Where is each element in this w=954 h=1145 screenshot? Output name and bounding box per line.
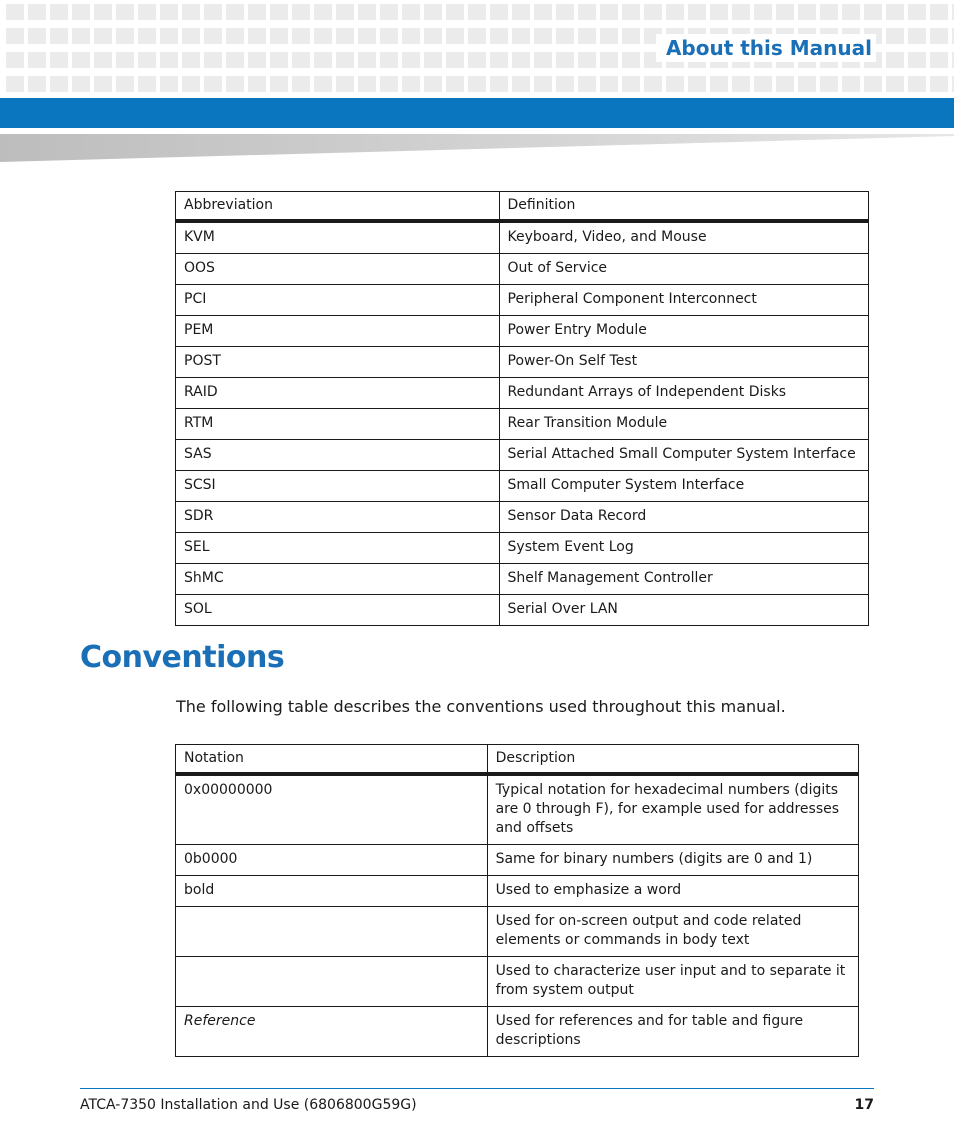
header-pattern-tile — [248, 76, 266, 92]
definition-cell: Serial Attached Small Computer System Interface — [499, 440, 868, 471]
abbreviation-table-container — [175, 191, 869, 626]
header-pattern-tile — [138, 76, 156, 92]
header-pattern-tile — [94, 28, 112, 44]
header-pattern-tile — [204, 76, 222, 92]
description-cell: Used for on-screen output and code related elements or commands in body text — [487, 907, 858, 957]
header-pattern-tile — [468, 4, 486, 20]
header-pattern-tile — [754, 4, 772, 20]
table-header-row — [176, 745, 859, 775]
header-pattern-tile — [842, 76, 860, 92]
header-pattern-tile — [908, 76, 926, 92]
header-pattern-tile — [248, 4, 266, 20]
header-pattern-tile — [446, 52, 464, 68]
header-pattern-tile — [116, 76, 134, 92]
header-pattern-tile — [886, 76, 904, 92]
header-pattern-tile — [424, 76, 442, 92]
header-gray-wedge — [0, 128, 954, 164]
definition-cell: Small Computer System Interface — [499, 471, 868, 502]
header-pattern-tile — [776, 4, 794, 20]
abbreviation-cell: OOS — [176, 254, 500, 285]
header-blue-bar — [0, 98, 954, 128]
header-pattern-tile — [908, 4, 926, 20]
header-pattern-tile — [50, 52, 68, 68]
header-pattern-tile — [226, 28, 244, 44]
header-pattern-tile — [930, 76, 948, 92]
header-pattern-tile — [50, 76, 68, 92]
header-pattern-tile — [314, 4, 332, 20]
header-pattern-tile — [776, 76, 794, 92]
header-pattern-tile — [50, 4, 68, 20]
header-pattern-tile — [842, 4, 860, 20]
definition-cell: Peripheral Component Interconnect — [499, 285, 868, 316]
header-pattern-tile — [358, 52, 376, 68]
header-pattern-tile — [578, 4, 596, 20]
header-pattern-tile — [314, 76, 332, 92]
definition-cell: Serial Over LAN — [499, 595, 868, 626]
description-cell: Used for references and for table and figure descriptions — [487, 1007, 858, 1057]
table-row — [176, 774, 859, 845]
description-cell: Used to characterize user input and to separate it from system output — [487, 957, 858, 1007]
header-pattern-tile — [556, 4, 574, 20]
header-pattern-tile — [710, 76, 728, 92]
abbreviation-cell: PEM — [176, 316, 500, 347]
header-pattern-tile — [380, 52, 398, 68]
header-pattern-tile — [182, 28, 200, 44]
header-pattern-tile — [138, 28, 156, 44]
header-pattern-tile — [6, 28, 24, 44]
column-header-description: Description — [487, 745, 858, 775]
header-pattern-tile — [314, 28, 332, 44]
definition-cell: System Event Log — [499, 533, 868, 564]
table-row — [176, 316, 869, 347]
conventions-table — [175, 744, 859, 1057]
header-pattern-tile — [424, 4, 442, 20]
definition-cell: Shelf Management Controller — [499, 564, 868, 595]
table-row — [176, 471, 869, 502]
table-row — [176, 876, 859, 907]
header-pattern-tile — [72, 28, 90, 44]
header-pattern-tile — [490, 28, 508, 44]
notation-cell — [176, 957, 488, 1007]
header-pattern-tile — [336, 4, 354, 20]
header-pattern-tile — [270, 28, 288, 44]
table-row — [176, 440, 869, 471]
header-pattern-tile — [160, 76, 178, 92]
description-cell: Used to emphasize a word — [487, 876, 858, 907]
table-row — [176, 957, 859, 1007]
header-pattern-tile — [534, 28, 552, 44]
table-row — [176, 564, 869, 595]
header-pattern-tile — [886, 4, 904, 20]
header-pattern-tile — [600, 76, 618, 92]
abbreviation-cell: RAID — [176, 378, 500, 409]
table-row — [176, 221, 869, 254]
header-pattern-tile — [468, 76, 486, 92]
header-pattern-tile — [94, 4, 112, 20]
header-pattern-tile — [28, 28, 46, 44]
header-pattern-tile — [886, 28, 904, 44]
conventions-table-container — [175, 744, 859, 1057]
header-pattern-tile — [28, 76, 46, 92]
header-pattern-tile — [358, 4, 376, 20]
header-pattern-tile — [292, 28, 310, 44]
table-row — [176, 845, 859, 876]
header-pattern-tile — [138, 4, 156, 20]
definition-cell: Out of Service — [499, 254, 868, 285]
footer-page-number: 17 — [854, 1097, 874, 1113]
header-pattern-tile — [270, 76, 288, 92]
column-header-notation: Notation — [176, 745, 488, 775]
notation-cell: 0x00000000 — [176, 774, 488, 845]
header-pattern-tile — [72, 52, 90, 68]
header-pattern-tile — [798, 4, 816, 20]
header-pattern-tile — [490, 52, 508, 68]
table-row — [176, 533, 869, 564]
header-pattern-tile — [864, 4, 882, 20]
header-pattern-tile — [6, 4, 24, 20]
header-pattern-tile — [886, 52, 904, 68]
header-pattern-tile — [72, 76, 90, 92]
column-header-definition: Definition — [499, 192, 868, 222]
header-pattern-tile — [402, 28, 420, 44]
definition-cell: Sensor Data Record — [499, 502, 868, 533]
footer-document-title: ATCA-7350 Installation and Use (6806800G59G) — [80, 1097, 417, 1113]
header-pattern-tile — [226, 76, 244, 92]
header-pattern-tile — [534, 76, 552, 92]
header-pattern-tile — [578, 28, 596, 44]
header-pattern-tile — [820, 4, 838, 20]
abbreviation-cell: RTM — [176, 409, 500, 440]
header-pattern-tile — [908, 28, 926, 44]
header-pattern-tile — [28, 4, 46, 20]
header-pattern-tile — [380, 28, 398, 44]
definition-cell: Redundant Arrays of Independent Disks — [499, 378, 868, 409]
header-pattern-tile — [512, 4, 530, 20]
header-pattern-tile — [622, 76, 640, 92]
header-pattern-tile — [248, 28, 266, 44]
header-pattern-tile — [182, 4, 200, 20]
header-pattern-tile — [556, 76, 574, 92]
header-pattern-tile — [292, 52, 310, 68]
header-pattern-tile — [380, 76, 398, 92]
header-pattern-tile — [204, 28, 222, 44]
abbreviation-cell: SEL — [176, 533, 500, 564]
header-pattern-tile — [116, 52, 134, 68]
definition-cell: Rear Transition Module — [499, 409, 868, 440]
abbreviation-cell: KVM — [176, 221, 500, 254]
header-pattern-tile — [446, 4, 464, 20]
table-row — [176, 347, 869, 378]
header-pattern-tile — [644, 4, 662, 20]
header-pattern-tile — [424, 28, 442, 44]
header-pattern-tile — [732, 4, 750, 20]
header-pattern-tile — [622, 28, 640, 44]
header-pattern-tile — [468, 28, 486, 44]
header-pattern-tile — [908, 52, 926, 68]
header-pattern-tile — [50, 28, 68, 44]
header-pattern-tile — [226, 52, 244, 68]
header-pattern-tile — [644, 76, 662, 92]
header-pattern-tile — [534, 4, 552, 20]
table-row — [176, 595, 869, 626]
description-cell: Typical notation for hexadecimal numbers (digits are 0 through F), for example used for addresses and offsets — [487, 774, 858, 845]
definition-cell: Keyboard, Video, and Mouse — [499, 221, 868, 254]
header-pattern-tile — [600, 4, 618, 20]
header-pattern-tile — [534, 52, 552, 68]
header-pattern-tile — [160, 28, 178, 44]
table-row — [176, 254, 869, 285]
header-pattern-tile — [116, 28, 134, 44]
header-pattern-tile — [204, 52, 222, 68]
header-pattern-tile — [512, 52, 530, 68]
header-pattern-tile — [6, 76, 24, 92]
header-pattern-tile — [292, 4, 310, 20]
header-pattern-tile — [512, 28, 530, 44]
header-pattern-tile — [336, 28, 354, 44]
notation-cell: 0b0000 — [176, 845, 488, 876]
table-row — [176, 1007, 859, 1057]
header-pattern-tile — [446, 28, 464, 44]
header-pattern-tile — [402, 4, 420, 20]
header-pattern-tile — [358, 28, 376, 44]
header-pattern-tile — [666, 76, 684, 92]
header-pattern-tile — [402, 76, 420, 92]
table-row — [176, 285, 869, 316]
abbreviation-cell: PCI — [176, 285, 500, 316]
definition-cell: Power-On Self Test — [499, 347, 868, 378]
header-pattern-tile — [578, 52, 596, 68]
abbreviation-cell: SCSI — [176, 471, 500, 502]
header-pattern-tile — [600, 52, 618, 68]
header-pattern-tile — [138, 52, 156, 68]
table-row — [176, 378, 869, 409]
header-pattern-tile — [490, 4, 508, 20]
header-pattern-tile — [556, 52, 574, 68]
header-pattern-tile — [314, 52, 332, 68]
column-header-abbreviation: Abbreviation — [176, 192, 500, 222]
header-pattern-tile — [270, 4, 288, 20]
abbreviation-cell: SDR — [176, 502, 500, 533]
header-pattern-tile — [358, 76, 376, 92]
header-pattern-tile — [182, 52, 200, 68]
conventions-intro: The following table describes the conventions used throughout this manual. — [176, 697, 786, 716]
footer-rule — [80, 1088, 874, 1089]
table-header-row — [176, 192, 869, 222]
header-pattern-tile — [622, 52, 640, 68]
header-pattern-tile — [160, 4, 178, 20]
notation-cell: bold — [176, 876, 488, 907]
header-pattern-tile — [6, 52, 24, 68]
header-pattern-tile — [402, 52, 420, 68]
abbreviation-cell: POST — [176, 347, 500, 378]
header-pattern-tile — [424, 52, 442, 68]
section-title-conventions: Conventions — [80, 640, 285, 675]
header-pattern-tile — [930, 52, 948, 68]
header-pattern-tile — [336, 52, 354, 68]
definition-cell: Power Entry Module — [499, 316, 868, 347]
header-pattern-tile — [732, 76, 750, 92]
abbreviation-cell: SAS — [176, 440, 500, 471]
header-pattern-tile — [116, 4, 134, 20]
header-pattern-tile — [622, 4, 640, 20]
table-row — [176, 502, 869, 533]
header-pattern-tile — [688, 4, 706, 20]
header-pattern-tile — [94, 52, 112, 68]
header-pattern-tile — [28, 52, 46, 68]
header-pattern-tile — [710, 4, 728, 20]
notation-cell: Reference — [176, 1007, 488, 1057]
notation-cell — [176, 907, 488, 957]
header-pattern-tile — [798, 76, 816, 92]
header-pattern-tile — [930, 4, 948, 20]
header-pattern-tile — [512, 76, 530, 92]
header-pattern-tile — [820, 76, 838, 92]
header-pattern-tile — [204, 4, 222, 20]
table-row — [176, 409, 869, 440]
header-pattern-tile — [160, 52, 178, 68]
table-row — [176, 907, 859, 957]
header-pattern-tile — [556, 28, 574, 44]
header-pattern-tile — [754, 76, 772, 92]
header-pattern-tile — [72, 4, 90, 20]
header-pattern-tile — [688, 76, 706, 92]
running-header-title: About this Manual — [656, 34, 876, 62]
header-pattern-tile — [600, 28, 618, 44]
header-pattern-tile — [94, 76, 112, 92]
header-pattern-tile — [864, 76, 882, 92]
header-pattern-tile — [490, 76, 508, 92]
header-pattern-tile — [468, 52, 486, 68]
header-pattern-tile — [578, 76, 596, 92]
header-pattern-tile — [292, 76, 310, 92]
header-pattern-tile — [446, 76, 464, 92]
header-pattern-tile — [270, 52, 288, 68]
abbreviation-table — [175, 191, 869, 626]
header-pattern-tile — [380, 4, 398, 20]
abbreviation-cell: ShMC — [176, 564, 500, 595]
description-cell: Same for binary numbers (digits are 0 and 1) — [487, 845, 858, 876]
header-pattern-tile — [930, 28, 948, 44]
header-pattern-tile — [666, 4, 684, 20]
abbreviation-cell: SOL — [176, 595, 500, 626]
header-pattern-tile — [182, 76, 200, 92]
header-pattern-tile — [248, 52, 266, 68]
header-pattern-tile — [226, 4, 244, 20]
header-pattern-tile — [336, 76, 354, 92]
